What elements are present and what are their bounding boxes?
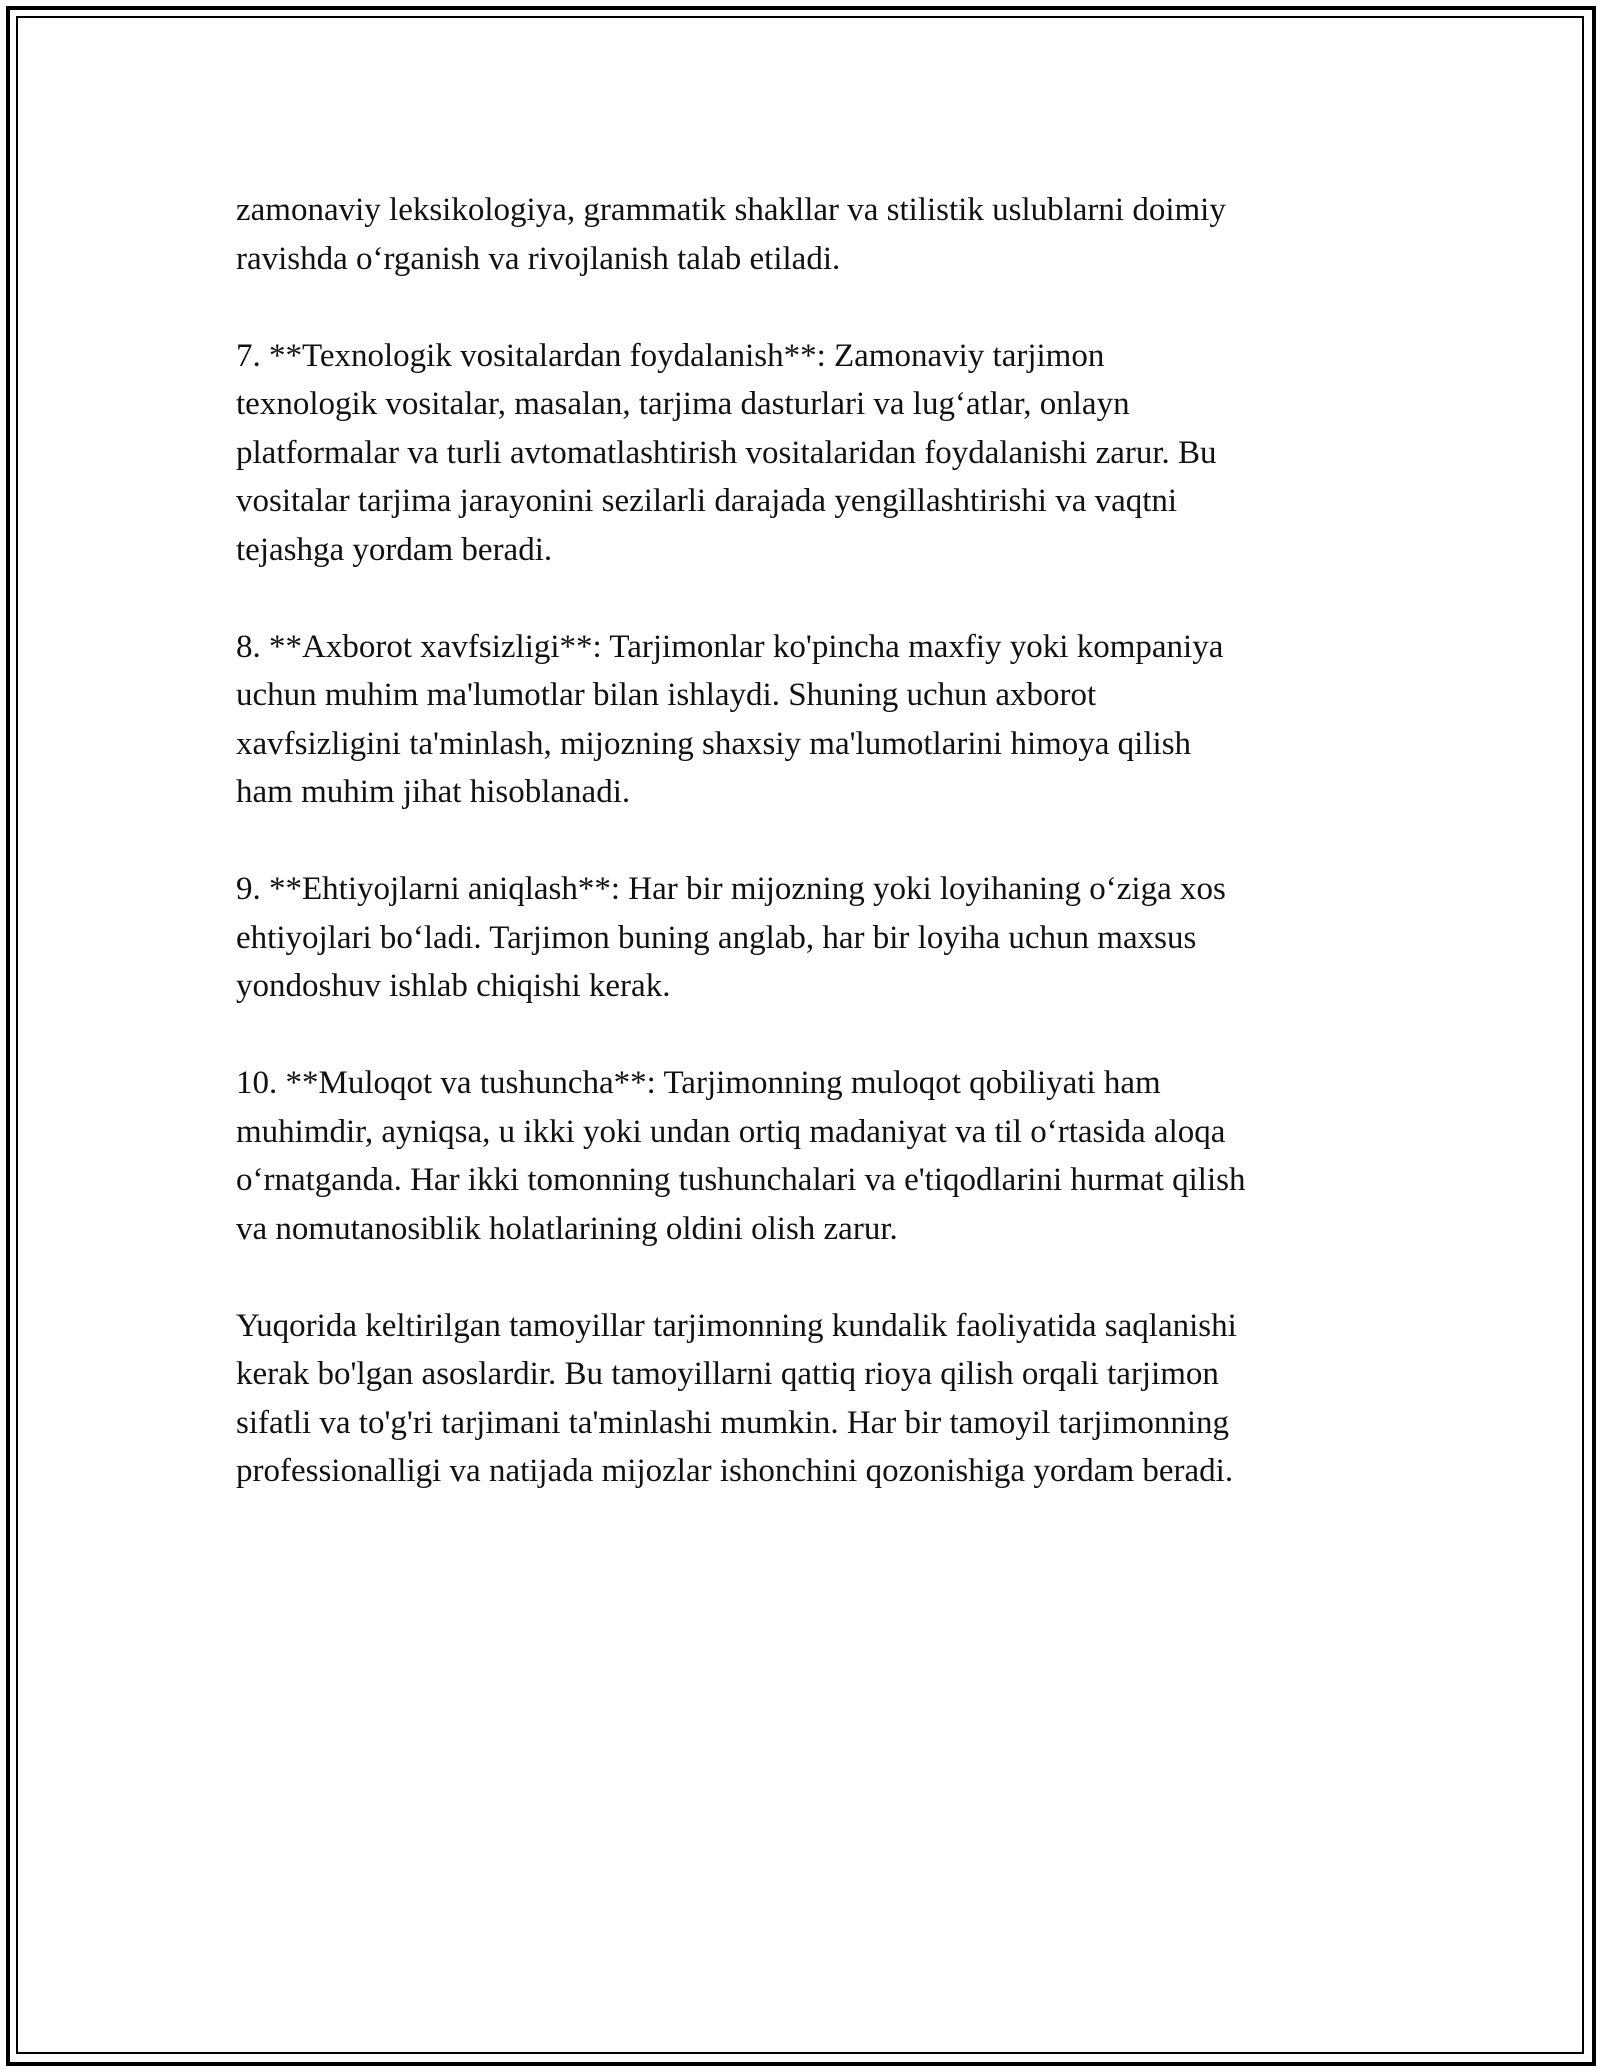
document-body: [236, 186, 1376, 1544]
paragraph-item-10: 10. **Muloqot va tushuncha**: Tarjimonning muloqot qobiliyati ham muhimdir, ayniqsa, u ikki yoki undan ortiq madaniyat va til o‘rtasida aloqa o‘rnatganda. Har ikki tomonning tushunchalari va e'tiqodlarini hurmat qilish va nomutanosiblik holatlarining oldini olish zarur.: [236, 1065, 1246, 1247]
paragraph-conclusion: Yuqorida keltirilgan tamoyillar tarjimonning kundalik faoliyatida saqlanishi kerak bo'lgan asoslardir. Bu tamoyillarni qattiq rioya qilish orqali tarjimon sifatli va to'g'ri tarjimani ta'minlashi mumkin. Har bir tamoyil tarjimonning professionalligi va natijada mijozlar ishonchini qozonishiga yordam beradi.: [236, 1307, 1237, 1489]
paragraph-item-8: 8. **Axborot xavfsizligi**: Tarjimonlar ko'pincha maxfiy yoki kompaniya uchun muhim ma'lumotlar bilan ishlaydi. Shuning uchun axborot xavfsizligini ta'minlash, mijozning shaxsiy ma'lumotlarini himoya qilish ham muhim jihat hisoblanadi.: [236, 628, 1224, 810]
paragraph-item-9: 9. **Ehtiyojlarni aniqlash**: Har bir mijozning yoki loyihaning o‘ziga xos ehtiyojlari bo‘ladi. Tarjimon buning anglab, har bir loyiha uchun maxsus yondoshuv ishlab chiqishi kerak.: [236, 871, 1226, 1004]
paragraph-continuation: zamonaviy leksikologiya, grammatik shakllar va stilistik uslublarni doimiy ravishda o‘rganish va rivojlanish talab etiladi.: [236, 192, 1226, 277]
paragraph-item-7: 7. **Texnologik vositalardan foydalanish**: Zamonaviy tarjimon texnologik vositalar, masalan, tarjima dasturlari va lug‘atlar, onlayn platformalar va turli avtomatlashtirish vositalaridan foydalanishi zarur. Bu vositalar tarjima jarayonini sezilarli darajada yengillashtirishi va vaqtni tejashga yordam beradi.: [236, 337, 1217, 568]
